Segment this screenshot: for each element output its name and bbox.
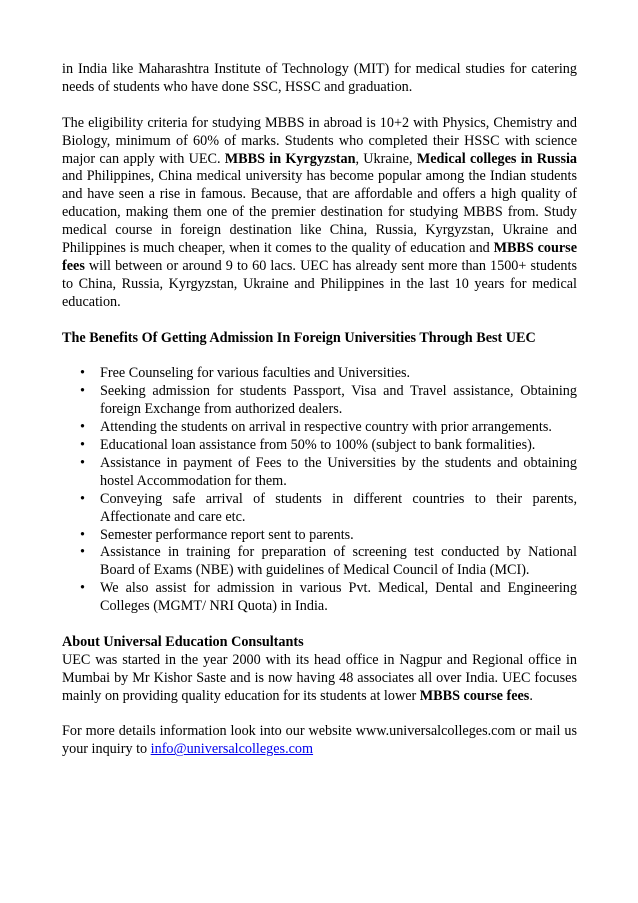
list-item: • Semester performance report sent to parents. [80, 526, 354, 543]
keyword-medical-colleges-russia: Medical colleges in Russia [416, 150, 578, 167]
paragraph-gap [62, 706, 577, 724]
paragraph-gap [62, 312, 577, 330]
bullet-icon: • [80, 580, 85, 597]
list-item: • Seeking admission for students Passport, Visa and Travel assistance, Obtaining foreign Exchange from authorized dealers. [80, 383, 577, 418]
bullet-icon: • [80, 419, 85, 436]
list-item: • Assistance in training for preparation of screening test conducted by National Board of Exams (NBE) with guidelines of Medical Council of India (MCI). [80, 544, 577, 579]
keyword-mbbs-kyrgyzstan: MBBS in Kyrgyzstan [224, 150, 356, 167]
benefits-heading: The Benefits Of Getting Admission In Foreign Universities Through Best UEC [62, 329, 536, 346]
about-paragraph: UEC was started in the year 2000 with its head office in Nagpur and Regional office in Mumbai by Mr Kishor Saste and is now having 48 associates all over India. UEC focuses mainly on providing quality education for its students at lower MBBS course fees. [62, 651, 577, 704]
bullet-icon: • [80, 436, 85, 453]
about-heading: About Universal Education Consultants [62, 633, 304, 650]
bullet-icon: • [80, 490, 85, 507]
list-item: • Attending the students on arrival in respective country with prior arrangements. [80, 419, 552, 436]
list-item: • Free Counseling for various faculties and Universities. [80, 365, 411, 382]
bullet-icon: • [80, 544, 85, 561]
list-item: • Conveying safe arrival of students in different countries to their parents, Affectionate and care etc. [80, 490, 577, 525]
email-link[interactable]: info@universalcolleges.com [150, 741, 314, 758]
contact-paragraph: For more details information look into our website www.universalcolleges.com or mail us your inquiry to info@universalcolleges.com [62, 723, 577, 758]
keyword-mbbs-course-fees: MBBS course fees [62, 240, 577, 274]
list-item: • Assistance in payment of Fees to the Universities by the students and obtaining hostel Accommodation for them. [80, 454, 577, 489]
intro-paragraph: in India like Maharashtra Institute of Technology (MIT) for medical studies for catering needs of students who have done SSC, HSSC and graduation. [62, 61, 577, 95]
bullet-icon: • [80, 526, 85, 543]
bullet-icon: • [80, 365, 85, 382]
document-page [62, 61, 577, 759]
paragraph-gap [62, 616, 577, 634]
list-item: • We also assist for admission in various Pvt. Medical, Dental and Engineering Colleges (MGMT/ NRI Quota) in India. [80, 580, 577, 615]
benefits-list [62, 365, 577, 616]
paragraph-gap [62, 347, 577, 365]
keyword-mbbs-course-fees: MBBS course fees [419, 687, 530, 704]
bullet-icon: • [80, 383, 85, 400]
eligibility-paragraph: The eligibility criteria for studying MBBS in abroad is 10+2 with Physics, Chemistry and Biology, minimum of 60% of marks. Students who completed their HSSC with science major can apply with UEC. MBBS in Kyrgyzstan, Ukraine, Medical colleges in Russia and Philippines, China medical university has become popular among the Indian students and have seen a rise in famous. Because, that are affordable and offers a high quality of education, making them one of the premier destination for studying MBBS from. Study medical course in foreign destination like China, Russia, Kyrgyzstan, Ukraine and Philippines is much cheaper, when it comes to the quality of education and MBBS course fees will between or around 9 to 60 lacs. UEC has already sent more than 1500+ students to China, Russia, Kyrgyzstan, Ukraine and Philippines in the last 10 years for medical education. [62, 114, 578, 310]
paragraph-gap [62, 97, 577, 115]
list-item: • Educational loan assistance from 50% to 100% (subject to bank formalities). [80, 436, 536, 453]
bullet-icon: • [80, 454, 85, 471]
